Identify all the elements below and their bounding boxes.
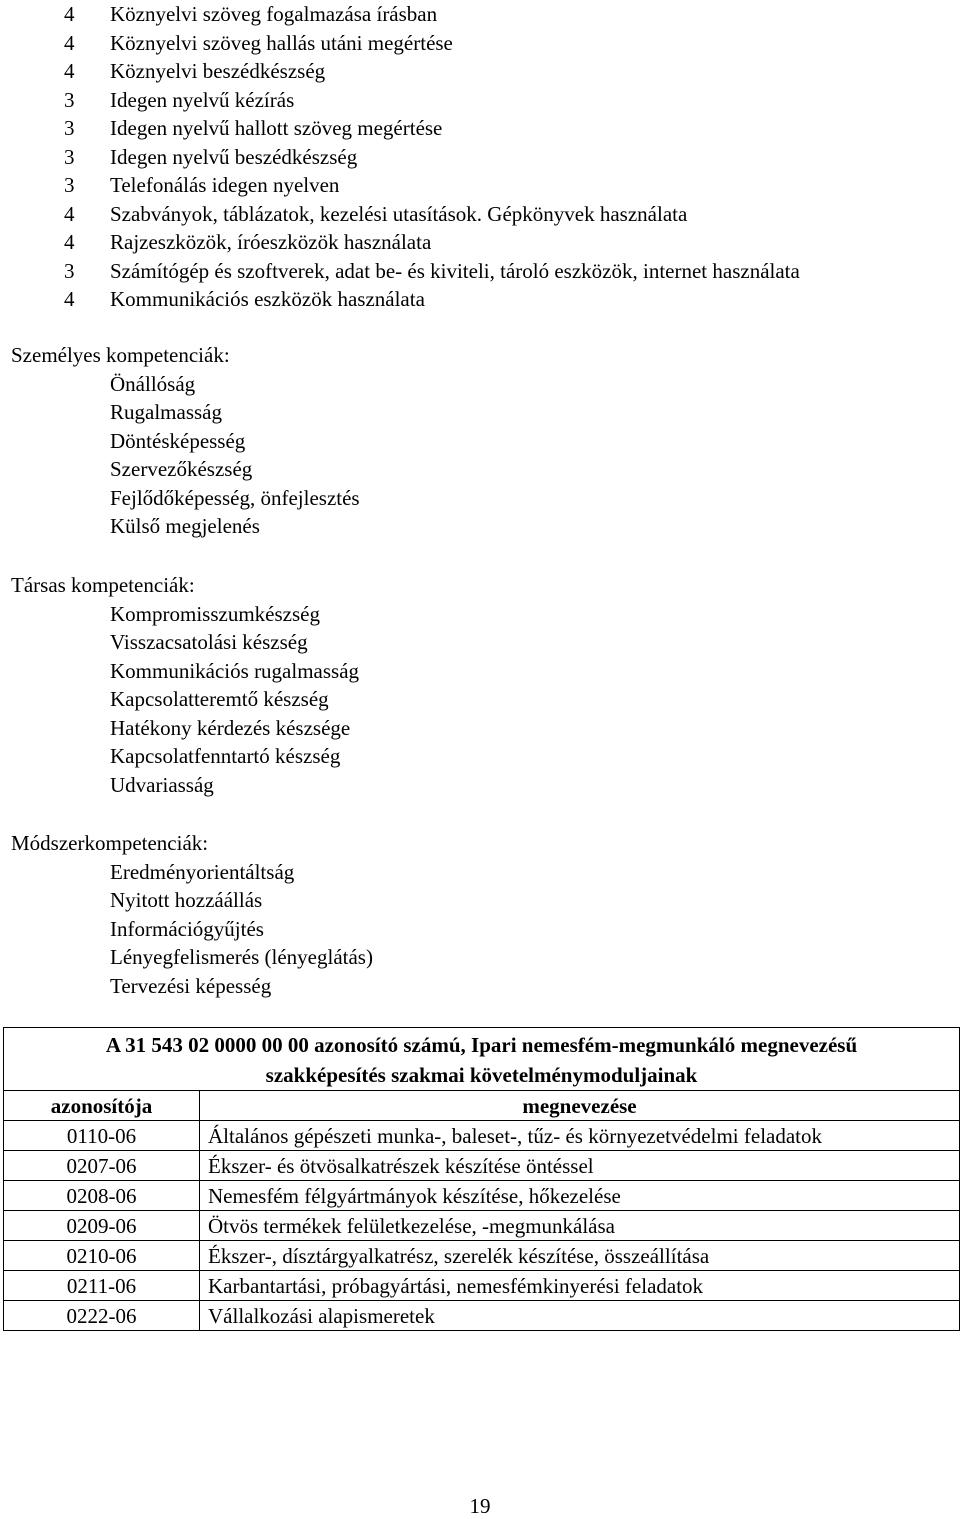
skill-text: Köznyelvi szöveg hallás utáni megértése <box>110 30 453 55</box>
table-row <box>4 1301 960 1331</box>
competency-item: Kompromisszumkészség <box>110 601 320 626</box>
competency-item: Információgyűjtés <box>110 916 264 941</box>
table-caption <box>4 1028 960 1091</box>
skill-text: Köznyelvi beszédkészség <box>110 59 326 83</box>
skill-text: Idegen nyelvű kézírás <box>110 87 295 112</box>
competency-item: Kapcsolatfenntartó készség <box>110 744 341 768</box>
table-row <box>4 1121 960 1151</box>
table-caption-row <box>4 1028 960 1091</box>
section-title: Személyes kompetenciák: <box>11 343 230 367</box>
table-row <box>4 1241 960 1271</box>
competency-item: Udvariasság <box>110 772 214 797</box>
section-title: Társas kompetenciák: <box>11 573 195 597</box>
competency-item: Rugalmasság <box>110 400 222 424</box>
skill-level: 3 <box>64 173 75 197</box>
skill-level: 3 <box>64 144 75 169</box>
module-name-cell: Ékszer- és ötvösalkatrészek készítése öntéssel <box>200 1151 960 1181</box>
table-row <box>4 1271 960 1301</box>
table-caption-line: A 31 543 02 0000 00 00 azonosító számú, Ipari nemesfém-megmunkáló megnevezésű <box>105 1033 858 1057</box>
table-header-row <box>4 1091 960 1121</box>
table-caption-line: szakképesítés szakmai követelménymoduljainak <box>265 1063 698 1087</box>
skill-level: 3 <box>64 87 75 112</box>
competency-item: Nyitott hozzáállás <box>110 888 263 912</box>
section-title: Módszerkompetenciák: <box>11 831 209 855</box>
skill-text: Számítógép és szoftverek, adat be- és kiviteli, tároló eszközök, internet használata <box>110 258 800 283</box>
module-name-cell: Általános gépészeti munka-, baleset-, tűz- és környezetvédelmi feladatok <box>200 1121 960 1151</box>
skill-text: Rajzeszközök, íróeszközök használata <box>110 230 432 254</box>
skill-level: 4 <box>64 287 75 311</box>
module-name-cell: Ötvös termékek felületkezelése, -megmunkálása <box>200 1211 960 1241</box>
competency-item: Döntésképesség <box>110 428 246 453</box>
module-table <box>3 1027 960 1331</box>
skill-level: 4 <box>64 59 75 83</box>
skill-level: 3 <box>64 116 75 140</box>
skill-text: Köznyelvi szöveg fogalmazása írásban <box>110 2 438 26</box>
competency-item: Önállóság <box>110 371 196 396</box>
column-header-name: megnevezése <box>200 1091 960 1121</box>
competency-item: Eredményorientáltság <box>110 859 295 884</box>
module-id-cell: 0208-06 <box>4 1181 200 1211</box>
module-id-cell: 0110-06 <box>4 1121 200 1151</box>
competency-item: Visszacsatolási készség <box>110 630 308 654</box>
skill-level: 4 <box>64 2 75 26</box>
competency-item: Külső megjelenés <box>110 514 260 538</box>
module-name-cell: Vállalkozási alapismeretek <box>200 1301 960 1331</box>
skill-text: Idegen nyelvű beszédkészség <box>110 144 358 169</box>
module-name-cell: Ékszer-, dísztárgyalkatrész, szerelék készítése, összeállítása <box>200 1241 960 1271</box>
skill-text: Idegen nyelvű hallott szöveg megértése <box>110 116 443 140</box>
skill-level: 3 <box>64 258 75 283</box>
competency-item: Tervezési képesség <box>110 973 272 998</box>
module-name-cell: Nemesfém félgyártmányok készítése, hőkezelése <box>200 1181 960 1211</box>
competency-item: Kommunikációs rugalmasság <box>110 658 360 683</box>
skill-text: Kommunikációs eszközök használata <box>110 287 425 311</box>
table-row <box>4 1211 960 1241</box>
skill-level: 4 <box>64 230 75 254</box>
skill-level: 4 <box>64 201 75 226</box>
module-name-cell: Karbantartási, próbagyártási, nemesfémkinyerési feladatok <box>200 1271 960 1301</box>
competency-item: Hatékony kérdezés készsége <box>110 715 351 740</box>
module-id-cell: 0209-06 <box>4 1211 200 1241</box>
module-id-cell: 0222-06 <box>4 1301 200 1331</box>
competency-item: Fejlődőképesség, önfejlesztés <box>110 485 360 510</box>
skill-text: Telefonálás idegen nyelven <box>110 173 340 197</box>
competency-item: Lényegfelismerés (lényeglátás) <box>110 945 373 969</box>
module-id-cell: 0211-06 <box>4 1271 200 1301</box>
skill-text: Szabványok, táblázatok, kezelési utasítások. Gépkönyvek használata <box>110 201 688 226</box>
column-header-id: azonosítója <box>4 1091 200 1121</box>
table-row <box>4 1151 960 1181</box>
module-id-cell: 0207-06 <box>4 1151 200 1181</box>
page-number: 19 <box>469 1494 491 1518</box>
competency-item: Kapcsolatteremtő készség <box>110 687 329 711</box>
competency-item: Szervezőkészség <box>110 457 253 481</box>
module-id-cell: 0210-06 <box>4 1241 200 1271</box>
table-row <box>4 1181 960 1211</box>
skill-level: 4 <box>64 30 75 55</box>
